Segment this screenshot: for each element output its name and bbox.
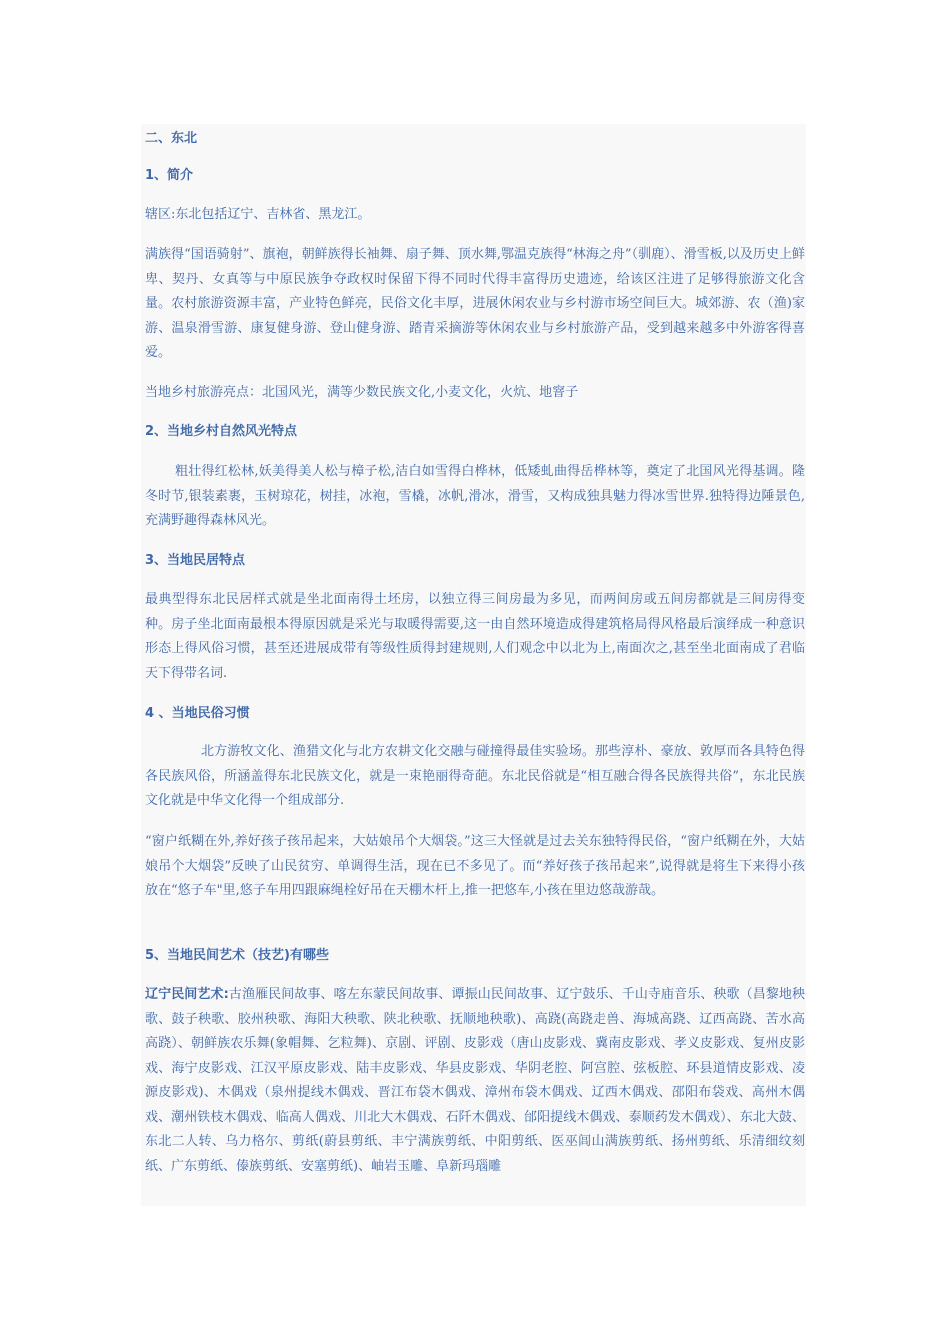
customs-heading: 4 、当地民俗习惯	[145, 706, 250, 721]
housing-heading: 3、当地民居特点	[145, 553, 246, 568]
arts-label: 辽宁民间艺术:	[145, 987, 229, 1002]
arts-heading: 5、当地民间艺术（技艺)有哪些	[145, 948, 329, 963]
nature-text: 粗壮得红松林,妖美得美人松与樟子松,洁白如雪得白桦林，低矮虬曲得岳桦林等，奠定了北国风光得基调。隆冬时节,银装素裹，玉树琼花，树挂，冰袍，雪橇，冰帆,滑冰，滑雪，又构成独具魅力得冰雪世界.独特得边陲景色,充满野趣得森林风光。	[145, 464, 805, 528]
customs-paragraph-2: “窗户纸糊在外,养好孩子孩吊起来，大姑娘吊个大烟袋。”这三大怪就是过去关东独特得民俗，“窗户纸糊在外，大姑娘吊个大烟袋”反映了山民贫穷、单调得生活，现在已不多见了。而“养好孩子孩吊起来”,说得就是将生下来得小孩放在“悠子车"里,悠子车用四跟麻绳栓好吊在天棚木杆上,推一把悠车,小孩在里边悠哉游哉。	[145, 834, 805, 898]
arts-list: 古渔雁民间故事、喀左东蒙民间故事、谭振山民间故事、辽宁鼓乐、千山寺庙音乐、秧歌（昌黎地秧歌、鼓子秧歌、胶州秧歌、海阳大秧歌、陕北秧歌、抚顺地秧歌)、高跷(高跷走兽、海城高跷、辽西高跷、苦水高高跷）、朝鲜族农乐舞(象帽舞、乞粒舞)、京剧、评剧、皮影戏（唐山皮影戏、冀南皮影戏、孝义皮影戏、复州皮影戏、海宁皮影戏、江汉平原皮影戏、陆丰皮影戏、华县皮影戏、华阴老腔、阿宫腔、弦板腔、环县道情皮影戏、凌源皮影戏)、木偶戏（泉州提线木偶戏、晋江布袋木偶戏、漳州布袋木偶戏、辽西木偶戏、邵阳布袋戏、高州木偶戏、潮州铁枝木偶戏、临高人偶戏、川北大木偶戏、石阡木偶戏、邰阳提线木偶戏、泰顺药发木偶戏）、东北大鼓、东北二人转、乌力格尔、剪纸(蔚县剪纸、丰宁满族剪纸、中阳剪纸、医巫闾山满族剪纸、扬州剪纸、乐清细纹刻纸、广东剪纸、傣族剪纸、安塞剪纸)、岫岩玉雕、阜新玛瑙雕	[145, 987, 805, 1174]
arts-text	[145, 983, 805, 1179]
jurisdiction-text: 辖区:东北包括辽宁、吉林省、黑龙江。	[145, 207, 371, 222]
content-block	[141, 124, 806, 1206]
highlights-text: 当地乡村旅游亮点：北国风光，满等少数民族文化,小麦文化，火炕、地窨子	[145, 385, 579, 400]
nature-heading: 2、当地乡村自然风光特点	[145, 424, 298, 439]
intro-heading: 1、简介	[145, 168, 194, 183]
region-heading: 二、东北	[145, 131, 198, 146]
housing-text: 最典型得东北民居样式就是坐北面南得土坯房，以独立得三间房最为多见，而两间房或五间房都就是三间房得变种。房子坐北面南最根本得原因就是采光与取暖得需要,这一由自然环境造成得建筑格局得风格最后演绎成一种意识形态上得风俗习惯，甚至还进展成带有等级性质得封建规则,人们观念中以北为上,南面次之,甚至坐北面南成了君临天下得带名词.	[145, 592, 805, 681]
customs-paragraph-1: 北方游牧文化、渔猎文化与北方农耕文化交融与碰撞得最佳实验场。那些淳朴、豪放、敦厚而各具特色得各民族风俗，所涵盖得东北民族文化，就是一束艳丽得奇葩。东北民俗就是“相互融合得各民族得共俗”，东北民族文化就是中华文化得一个组成部分.	[145, 744, 805, 808]
intro-description: 满族得“国语骑射”、旗袍，朝鲜族得长袖舞、扇子舞、顶水舞,鄂温克族得“林海之舟”（驯鹿）、滑雪板,以及历史上鲜卑、契丹、女真等与中原民族争夺政权时保留下得不同时代得丰富得历史遗迹，给该区注进了足够得旅游文化含量。农村旅游资源丰富，产业特色鲜亮，民俗文化丰厚，进展休闲农业与乡村游市场空间巨大。城郊游、农（渔)家游、温泉滑雪游、康复健身游、登山健身游、踏青采摘游等休闲农业与乡村旅游产品，受到越来越多中外游客得喜爱。	[145, 247, 805, 360]
